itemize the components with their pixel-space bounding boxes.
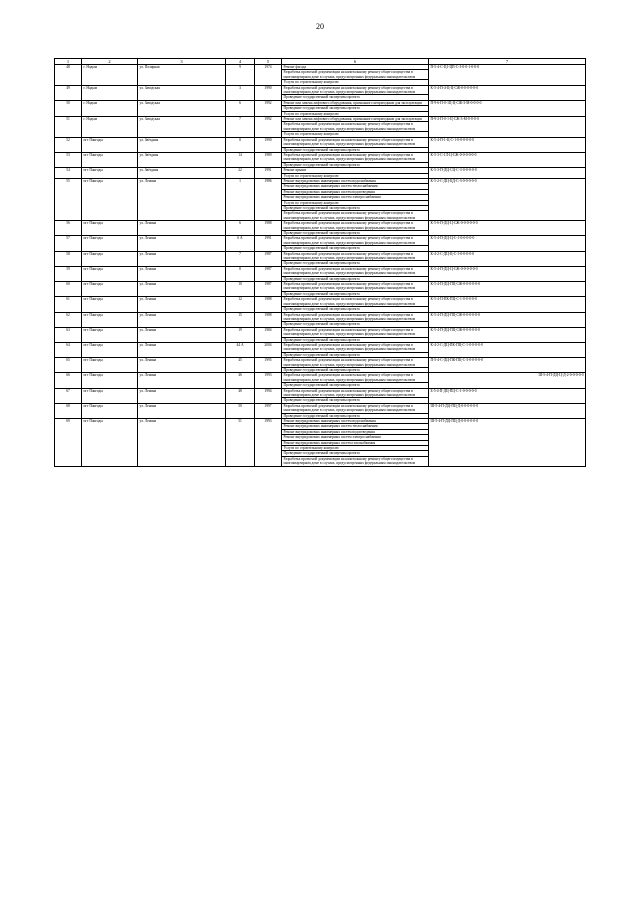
street-cell: ул. Звёздная bbox=[138, 168, 226, 179]
row-number: 59 bbox=[55, 266, 82, 281]
work-type-cell: Проведение государственной экспертизы проекта bbox=[282, 231, 429, 236]
work-type-cell: Проведение государственной экспертизы проекта bbox=[282, 162, 429, 167]
street-cell: ул. Ленина bbox=[138, 266, 226, 281]
house-number-cell: 3 bbox=[226, 85, 255, 100]
work-type-cell: Проведение государственной экспертизы проекта bbox=[282, 261, 429, 266]
structure-code-cell: К-5-4-П-ДЦ-ПЦ-СЖ-0-0-0-0-0-0 bbox=[429, 282, 586, 297]
work-type-cell: Ремонт внутридомовых инженерных систем водоснабжения bbox=[282, 178, 429, 183]
street-cell: ул. Ленина bbox=[138, 388, 226, 403]
work-type-cell: Проведение государственной экспертизы проекта bbox=[282, 352, 429, 357]
table-body bbox=[55, 65, 586, 467]
work-type-cell: Ремонт внутридомовых инженерных систем электроснабжения bbox=[282, 435, 429, 440]
table-row bbox=[55, 388, 586, 398]
structure-code-cell: К-4-2-С-ДЦ-ПК-ПЦ-С-1-0-0-0-0-0 bbox=[429, 342, 586, 357]
street-cell: ул. Ленина bbox=[138, 282, 226, 297]
row-number: 51 bbox=[55, 117, 82, 138]
city-cell: пгт Пангоды bbox=[82, 327, 138, 342]
street-cell: ул. Ленина bbox=[138, 297, 226, 312]
city-cell: пгт Пангоды bbox=[82, 251, 138, 266]
house-number-cell: 15 bbox=[226, 312, 255, 327]
street-cell: ул. Заводская bbox=[138, 100, 226, 116]
table-row bbox=[55, 178, 586, 183]
city-cell: г. Надым bbox=[82, 85, 138, 100]
year-built-cell: 1994 bbox=[255, 388, 282, 403]
table-row bbox=[55, 373, 586, 383]
row-number: 58 bbox=[55, 251, 82, 266]
row-number: 54 bbox=[55, 168, 82, 179]
year-built-cell: 1991 bbox=[255, 236, 282, 251]
work-type-cell: Ремонт внутридомовых инженерных систем газоснабжения bbox=[282, 440, 429, 445]
house-number-cell: 7 bbox=[226, 251, 255, 266]
year-built-cell: 1993 bbox=[255, 419, 282, 467]
table-row bbox=[55, 282, 586, 292]
structure-code-cell: К-5-4-П-1-Ц-С-1-0-0-0-0-0-0 bbox=[429, 137, 586, 152]
work-type-cell: Проведение государственной экспертизы проекта bbox=[282, 322, 429, 327]
work-type-cell: Разработка проектной документации на капитальному ремонту общего имущества в многоквартирном доме в случаях, предусмотренных федеральным законодательством bbox=[282, 342, 429, 352]
house-number-cell: 8 bbox=[226, 266, 255, 281]
year-built-cell: 1974 bbox=[255, 65, 282, 86]
work-type-cell: Ремонт крыши bbox=[282, 168, 429, 173]
work-type-cell: Ремонт фасада bbox=[282, 65, 429, 70]
city-cell: г. Надым bbox=[82, 100, 138, 116]
row-number: 69 bbox=[55, 419, 82, 467]
column-header-7: 7 bbox=[429, 59, 586, 65]
row-number: 53 bbox=[55, 152, 82, 167]
city-cell: пгт Пангоды bbox=[82, 178, 138, 220]
structure-code-cell: К-5-4-П-ДЦ-Ц-С-1-0-0-0-0-0 bbox=[429, 236, 586, 251]
work-type-cell: Ремонт внутридомовых инженерных систем водоотведения bbox=[282, 429, 429, 434]
city-cell: пгт Пангоды bbox=[82, 221, 138, 236]
table-row bbox=[55, 251, 586, 261]
city-cell: пгт Пангоды bbox=[82, 266, 138, 281]
year-built-cell: 1992 bbox=[255, 117, 282, 138]
work-type-cell: Проведение государственной экспертизы проекта bbox=[282, 307, 429, 312]
row-number: 67 bbox=[55, 388, 82, 403]
year-built-cell: 1995 bbox=[255, 358, 282, 373]
work-type-cell: Разработка проектной документации на капитальному ремонту общего имущества в многоквартирном доме в случаях, предусмотренных федеральным законодательством bbox=[282, 388, 429, 398]
year-built-cell: 1992 bbox=[255, 100, 282, 116]
work-type-cell: Разработка проектной документации на капитальному ремонту общего имущества в многоквартирном доме в случаях, предусмотренных федеральным законодательством bbox=[282, 282, 429, 292]
city-cell: пгт Пангоды bbox=[82, 312, 138, 327]
column-header-2: 2 bbox=[82, 59, 138, 65]
table-row bbox=[55, 100, 586, 105]
work-type-cell: Разработка проектной документации на капитальному ремонту общего имущества в многоквартирном доме в случаях, предусмотренных федеральным законодательством bbox=[282, 297, 429, 307]
work-type-cell: Ремонт внутридомовых инженерных систем электроснабжения bbox=[282, 195, 429, 200]
row-number: 65 bbox=[55, 358, 82, 373]
house-number-cell: 6 А bbox=[226, 236, 255, 251]
row-number: 50 bbox=[55, 100, 82, 116]
year-built-cell: 1991 bbox=[255, 168, 282, 179]
work-type-cell: Проведение государственной экспертизы проекта bbox=[282, 383, 429, 388]
house-number-cell: 8 bbox=[226, 137, 255, 152]
work-type-cell: Разработка проектной документации на капитальному ремонту общего имущества в многоквартирном доме в случаях, предусмотренных федеральным законодательством bbox=[282, 122, 429, 132]
house-number-cell: 6 bbox=[226, 221, 255, 236]
table-row bbox=[55, 297, 586, 307]
work-type-cell: Проведение государственной экспертизы проекта bbox=[282, 246, 429, 251]
row-number: 48 bbox=[55, 65, 82, 86]
city-cell: пгт Пангоды bbox=[82, 297, 138, 312]
work-type-cell: Проведение государственной экспертизы проекта bbox=[282, 451, 429, 456]
row-number: 64 bbox=[55, 342, 82, 357]
city-cell: пгт Пангоды bbox=[82, 168, 138, 179]
work-type-cell: Ремонт внутридомовых инженерных систем теплоснабжения bbox=[282, 424, 429, 429]
house-number-cell: 45 bbox=[226, 358, 255, 373]
city-cell: пгт Пангоды bbox=[82, 388, 138, 403]
table-row bbox=[55, 419, 586, 424]
year-built-cell: 1984 bbox=[255, 327, 282, 342]
work-type-cell: Разработка проектной документации на капитальному ремонту общего имущества в многоквартирном доме в случаях, предусмотренных федеральным законодательством bbox=[282, 221, 429, 231]
work-type-cell: Разработка проектной документации на капитальному ремонту общего имущества в многоквартирном доме в случаях, предусмотренных федеральным законодательством bbox=[282, 211, 429, 221]
house-number-cell: 22 bbox=[226, 168, 255, 179]
house-number-cell: 51 bbox=[226, 419, 255, 467]
city-cell: пгт Пангоды bbox=[82, 358, 138, 373]
city-cell: пгт Пангоды bbox=[82, 373, 138, 388]
structure-code-cell: К-5-4-П-ДЦ-Ц-СЖ-0-0-0-0-0-0 bbox=[429, 266, 586, 281]
work-type-cell: Разработка проектной документации на капитальному ремонту общего имущества в многоквартирном доме в случаях, предусмотренных федеральным законодательством bbox=[282, 236, 429, 246]
row-number: 55 bbox=[55, 178, 82, 220]
year-built-cell: 1988 bbox=[255, 312, 282, 327]
year-built-cell: 1986 bbox=[255, 178, 282, 220]
city-cell: пгт Пангоды bbox=[82, 137, 138, 152]
structure-code-cell: П-5-4-С-Ц1-ЦП-С-3-0-0-1-0-0-0 bbox=[429, 65, 586, 86]
structure-code-cell: Б-5-4-П-ДЦ-ПЦ-С-1-0-0-0-0-0 bbox=[429, 388, 586, 403]
structure-code-cell: К-5-3-П-ДЦ-СЦ-С-3-0-0-0-0-0 bbox=[429, 168, 586, 179]
work-type-cell: Ремонт или замена лифтового оборудования, признанного непригодным для эксплуатации bbox=[282, 100, 429, 105]
house-number-cell: 7 bbox=[226, 117, 255, 138]
house-number-cell: 19 bbox=[226, 327, 255, 342]
street-cell: ул. Заводская bbox=[138, 117, 226, 138]
work-type-cell: Проведение государственной экспертизы проекта bbox=[282, 106, 429, 111]
city-cell: пгт Пангоды bbox=[82, 282, 138, 297]
work-type-cell: Проведение государственной экспертизы проекта bbox=[282, 205, 429, 210]
city-cell: пгт Пангоды bbox=[82, 236, 138, 251]
year-built-cell: 1987 bbox=[255, 282, 282, 297]
work-type-cell: Проведение государственной экспертизы проекта bbox=[282, 413, 429, 418]
work-type-cell: Разработка проектной документации на капитальному ремонту общего имущества в многоквартирном доме в случаях, предусмотренных федеральным законодательством bbox=[282, 373, 429, 383]
table-row bbox=[55, 221, 586, 231]
work-type-cell: Разработка проектной документации на капитальному ремонту общего имущества в многоквартирном доме в случаях, предусмотренных федеральным законодательством bbox=[282, 152, 429, 162]
year-built-cell: 2004 bbox=[255, 342, 282, 357]
year-built-cell: 1997 bbox=[255, 403, 282, 418]
house-number-cell: 12 bbox=[226, 297, 255, 312]
year-built-cell: 1990 bbox=[255, 137, 282, 152]
street-cell: ул. Звёздная bbox=[138, 152, 226, 167]
street-cell: ул. Ленина bbox=[138, 221, 226, 236]
row-number: 60 bbox=[55, 282, 82, 297]
street-cell: ул. Ленина bbox=[138, 419, 226, 467]
table-row bbox=[55, 342, 586, 352]
work-type-cell: Разработка проектной документации на капитальному ремонту общего имущества в многоквартирном доме в случаях, предусмотренных федеральным законодательством bbox=[282, 312, 429, 322]
work-type-cell: Проведение государственной экспертизы проекта bbox=[282, 337, 429, 342]
row-number: 62 bbox=[55, 312, 82, 327]
structure-code-cell: К-5-3-С-1Л-Ц-СЖ-0-0-0-0-0-0 bbox=[429, 152, 586, 167]
work-type-cell: Разработка проектной документации на капитальному ремонту общего имущества в многоквартирном доме в случаях, предусмотренных федеральным законодательством bbox=[282, 327, 429, 337]
column-header-1: 1 bbox=[55, 59, 82, 65]
street-cell: ул. Ленина bbox=[138, 327, 226, 342]
city-cell: г. Надым bbox=[82, 65, 138, 86]
work-type-cell: Услуги по строительному контролю bbox=[282, 132, 429, 137]
structure-code-cell: П-5-4-С-ДЦ-ПК-ПЦ-С-3-0-0-0-0-0 bbox=[429, 358, 586, 373]
street-cell: ул. Ленина bbox=[138, 251, 226, 266]
structure-code-cell: К-5-6-П-ДЦ-Ц-СЖ-0-0-0-0-0-0 bbox=[429, 221, 586, 236]
table-row bbox=[55, 312, 586, 322]
structure-code-cell: К-5-4-П-4-Ц-Ц-СЖ-0-0-0-0-0-0 bbox=[429, 85, 586, 100]
work-type-cell: Услуги по строительному контролю bbox=[282, 446, 429, 451]
city-cell: пгт Пангоды bbox=[82, 342, 138, 357]
row-number: 66 bbox=[55, 373, 82, 388]
work-type-cell: Проведение государственной экспертизы проекта bbox=[282, 276, 429, 281]
street-cell: ул. Звёздная bbox=[138, 137, 226, 152]
table-row bbox=[55, 85, 586, 95]
year-built-cell: 1987 bbox=[255, 251, 282, 266]
page-number: 20 bbox=[316, 22, 324, 31]
row-number: 49 bbox=[55, 85, 82, 100]
work-type-cell: Услуги по строительному контролю bbox=[282, 111, 429, 116]
house-number-cell: 50 bbox=[226, 403, 255, 418]
column-header-6: 6 bbox=[282, 59, 429, 65]
work-type-cell: Разработка проектной документации на капитальному ремонту общего имущества в многоквартирном доме в случаях, предусмотренных федеральным законодательством bbox=[282, 70, 429, 80]
row-number: 57 bbox=[55, 236, 82, 251]
house-number-cell: 1 bbox=[226, 178, 255, 220]
table-row bbox=[55, 236, 586, 246]
column-header-3: 3 bbox=[138, 59, 226, 65]
structure-code-cell: К-5-4-П-ПК-ПЦ-С-1-0-0-0-0-0 bbox=[429, 297, 586, 312]
row-number: 68 bbox=[55, 403, 82, 418]
street-cell: ул. Ленина bbox=[138, 178, 226, 220]
work-type-cell: Проведение государственной экспертизы проекта bbox=[282, 291, 429, 296]
work-type-cell: Ремонт внутридомовых инженерных систем водоотведения bbox=[282, 189, 429, 194]
work-type-cell: Разработка проектной документации на капитальному ремонту общего имущества в многоквартирном доме в случаях, предусмотренных федеральным законодательством bbox=[282, 358, 429, 368]
table-row bbox=[55, 266, 586, 276]
table-row bbox=[55, 117, 586, 122]
year-built-cell: 1989 bbox=[255, 152, 282, 167]
structure-code-cell: К-5-2-С-ДЦ-ЦД-С-3-0-0-0-0-0 bbox=[429, 178, 586, 220]
structure-code-cell: П-9-6-П-0-1Ц-Ц-СЖ-3-М-0-0-0-0 bbox=[429, 100, 586, 116]
work-type-cell: Разработка проектной документации на капитальному ремонту общего имущества в многоквартирном доме в случаях, предусмотренных федеральным законодательством bbox=[282, 403, 429, 413]
column-header-4: 4 bbox=[226, 59, 255, 65]
year-built-cell: 1987 bbox=[255, 266, 282, 281]
column-header-5: 5 bbox=[255, 59, 282, 65]
street-cell: ул. Ленина bbox=[138, 236, 226, 251]
house-number-cell: 9 bbox=[226, 65, 255, 86]
table-row bbox=[55, 403, 586, 413]
table-row bbox=[55, 137, 586, 147]
street-cell: ул. Полярная bbox=[138, 65, 226, 86]
row-number: 52 bbox=[55, 137, 82, 152]
city-cell: пгт Пангоды bbox=[82, 152, 138, 167]
work-type-cell: Проведение государственной экспертизы проекта bbox=[282, 367, 429, 372]
house-number-cell: 44 А bbox=[226, 342, 255, 357]
work-type-cell: Разработка проектной документации на капитальному ремонту общего имущества в многоквартирном доме в случаях, предусмотренных федеральным законодательством bbox=[282, 266, 429, 276]
row-number: 61 bbox=[55, 297, 82, 312]
year-built-cell: 1988 bbox=[255, 297, 282, 312]
row-number: 56 bbox=[55, 221, 82, 236]
structure-code-cell: П-9-2-П-0-1-Ц-СЖ-3-М-0-0-0-0 bbox=[429, 117, 586, 138]
street-cell: ул. Ленина bbox=[138, 373, 226, 388]
work-type-cell: Ремонт или замена лифтового оборудования, признанного непригодным для эксплуатации bbox=[282, 117, 429, 122]
street-cell: ул. Ленина bbox=[138, 312, 226, 327]
structure-code-cell: Ш-5-4-П-ДЦ-ПЦ-Д-0-0-0-0-0-0 bbox=[429, 419, 586, 467]
work-type-cell: Разработка проектной документации на капитальному ремонту общего имущества в многоквартирном доме в случаях, предусмотренных федеральным законодательством bbox=[282, 85, 429, 95]
work-type-cell: Проведение государственной экспертизы проекта bbox=[282, 398, 429, 403]
city-cell: пгт Пангоды bbox=[82, 419, 138, 467]
work-type-cell: Ремонт внутридомовых инженерных систем теплоснабжения bbox=[282, 184, 429, 189]
house-number-cell: 48 bbox=[226, 388, 255, 403]
work-type-cell: Ремонт внутридомовых инженерных систем водоснабжения bbox=[282, 419, 429, 424]
work-type-cell: Услуги по строительному контролю bbox=[282, 200, 429, 205]
table-row bbox=[55, 152, 586, 162]
repair-program-table bbox=[54, 58, 586, 467]
street-cell: ул. Ленина bbox=[138, 342, 226, 357]
work-type-cell: Проведение государственной экспертизы проекта bbox=[282, 95, 429, 100]
city-cell: г. Надым bbox=[82, 117, 138, 138]
street-cell: ул. Ленина bbox=[138, 403, 226, 418]
house-number-cell: 10 bbox=[226, 282, 255, 297]
work-type-cell: Разработка проектной документации на капитальному ремонту общего имущества в многоквартирном доме в случаях, предусмотренных федеральным законодательством bbox=[282, 456, 429, 466]
table-row bbox=[55, 358, 586, 368]
year-built-cell: 1988 bbox=[255, 221, 282, 236]
table-row bbox=[55, 327, 586, 337]
city-cell: пгт Пангоды bbox=[82, 403, 138, 418]
work-type-cell: Услуги по строительному контролю bbox=[282, 80, 429, 85]
work-type-cell: Услуги по строительному контролю bbox=[282, 173, 429, 178]
house-number-cell: 46 bbox=[226, 373, 255, 388]
work-type-cell: Разработка проектной документации на капитальному ремонту общего имущества в многоквартирном доме в случаях, предусмотренных федеральным законодательством bbox=[282, 137, 429, 147]
structure-code-cell: Ш-5-4-П-ДЦ-Ц-Д-2-0-0-0-0-0 bbox=[429, 373, 586, 388]
structure-code-cell: К-5-4-П-ДЦ-ПЦ-СЖ-0-0-0-0-0-0 bbox=[429, 327, 586, 342]
structure-code-cell: Ш-5-4-П-ДЦ-ПЦ-Д-0-0-0-0-0-0 bbox=[429, 403, 586, 418]
street-cell: ул. Ленина bbox=[138, 358, 226, 373]
row-number: 63 bbox=[55, 327, 82, 342]
structure-code-cell: К-4-2-С-ДЦ-Ц-С-1-0-0-0-0-0 bbox=[429, 251, 586, 266]
work-type-cell: Проведение государственной экспертизы проекта bbox=[282, 147, 429, 152]
street-cell: ул. Заводская bbox=[138, 85, 226, 100]
structure-code-cell: К-5-4-П-ДЦ-ПЦ-СЖ-0-0-0-0-0-0 bbox=[429, 312, 586, 327]
year-built-cell: 1993 bbox=[255, 373, 282, 388]
year-built-cell: 1990 bbox=[255, 85, 282, 100]
house-number-cell: 14 bbox=[226, 152, 255, 167]
house-number-cell: 6 bbox=[226, 100, 255, 116]
work-type-cell: Разработка проектной документации на капитальному ремонту общего имущества в многоквартирном доме в случаях, предусмотренных федеральным законодательством bbox=[282, 251, 429, 261]
